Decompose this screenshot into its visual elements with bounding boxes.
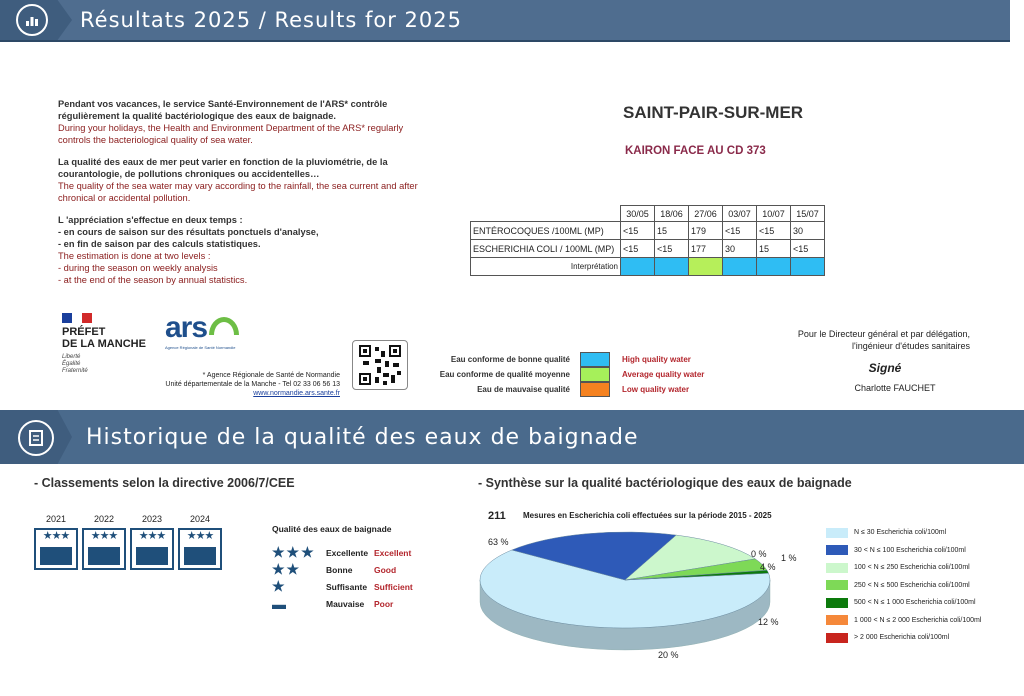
pie-legend-row [826, 542, 981, 560]
date-cell: 27/06 [689, 206, 723, 222]
star-icon: ★★★ [272, 544, 316, 560]
interpretation-cell [655, 258, 689, 276]
intro-p1-en: During your holidays, the Health and Environment Department of the ARS* regularly controls the bacteriological quality of sea water. [58, 123, 404, 145]
devise-3: Fraternité [62, 368, 88, 374]
devise-2: Égalité [62, 361, 81, 367]
date-cell: 15/07 [791, 206, 825, 222]
table-header-row [471, 206, 825, 222]
signature-line1: Pour le Directeur général et par délégation, [797, 329, 970, 339]
pie-legend-row [826, 577, 981, 595]
synthese-title: - Synthèse sur la qualité bactériologique des eaux de baignade [478, 476, 852, 490]
legend-row [430, 382, 704, 397]
table-cell: 177 [689, 240, 723, 258]
pie-chart [470, 520, 810, 670]
excellent-badge-icon [178, 528, 222, 570]
legend-en: Good [374, 564, 397, 575]
qr-code-icon[interactable] [352, 340, 408, 390]
results-title: Résultats 2025 / Results for 2025 [80, 8, 462, 32]
legend-swatch [826, 563, 848, 573]
legend-en: High quality water [622, 355, 691, 364]
legend-row [272, 595, 413, 612]
legend-fr: Eau de mauvaise qualité [477, 385, 570, 394]
table-cell: <15 [723, 222, 757, 240]
year-label: 2024 [189, 514, 211, 524]
excellent-badge-icon [130, 528, 174, 570]
excellent-badge-icon [82, 528, 126, 570]
row-label: ENTÉROCOQUES /100ML (MP) [471, 222, 621, 240]
pie-legend-row [826, 594, 981, 612]
table-cell: <15 [655, 240, 689, 258]
star-icon: ★★ [272, 561, 302, 577]
pie-legend-label: N ≤ 30 Escherichia coli/100ml [854, 529, 947, 537]
year-col [178, 514, 222, 570]
intro-p1-fr: Pendant vos vacances, le service Santé-Environnement de l'ARS* contrôle régulièrement la qualité bactériologique des eaux de baignade. [58, 99, 388, 121]
pie-legend-label: 250 < N ≤ 500 Escherichia coli/100ml [854, 581, 970, 589]
prefet-line2: DE LA MANCHE [62, 338, 146, 350]
interpretation-label: Interprétation [471, 258, 621, 276]
french-flag-icon [62, 313, 92, 323]
intro-p3-en-3: - at the end of the season by annual statistics. [58, 275, 248, 285]
pie-legend-row [826, 629, 981, 647]
year-label: 2023 [141, 514, 163, 524]
swimmer-icon [88, 547, 120, 565]
year-label: 2022 [93, 514, 115, 524]
pie-legend-row [826, 559, 981, 577]
site-name: SAINT-PAIR-SUR-MER [623, 103, 804, 122]
table-row [471, 222, 825, 240]
year-col [82, 514, 126, 570]
beach-name: KAIRON FACE AU CD 373 [625, 145, 766, 157]
legend-fr: Excellente [326, 547, 369, 558]
results-table [470, 205, 825, 276]
legend-fr: Bonne [326, 564, 353, 575]
table-cell: 30 [723, 240, 757, 258]
badge-stars: ★★★ [90, 530, 118, 542]
intro-p3-en-2: - during the season on weekly analysis [58, 263, 218, 273]
table-cell: <15 [621, 222, 655, 240]
year-col [34, 514, 78, 570]
legend-swatch [826, 615, 848, 625]
intro-p3-en-1: The estimation is done at two levels : [58, 251, 211, 261]
row-label: ESCHERICHIA COLI / 100ML (MP) [471, 240, 621, 258]
pie-legend-label: 30 < N ≤ 100 Escherichia coli/100ml [854, 546, 966, 554]
year-col [130, 514, 174, 570]
legend-en: Poor [374, 598, 394, 609]
legend-row [430, 352, 704, 367]
legend-swatch [826, 633, 848, 643]
bar-chart-icon [16, 4, 48, 36]
pie-legend-label: 100 < N ≤ 250 Escherichia coli/100ml [854, 564, 970, 572]
legend-en: Excellent [374, 547, 412, 558]
quality-legend [430, 352, 704, 397]
ars-address-2: Unité départementale de la Manche - Tel 02 33 06 56 13 [165, 381, 340, 388]
intro-p2-fr: La qualité des eaux de mer peut varier en fonction de la pluviométrie, de la courantologie, de pollutions chroniques ou accidentelles… [58, 157, 388, 179]
pie-value-label: 63 % [488, 537, 509, 547]
intro-p3-fr-2: - en cours de saison sur des résultats ponctuels d'analyse, [58, 227, 319, 237]
ars-address-1: * Agence Régionale de Santé de Normandie [202, 372, 340, 379]
signature-line2: l'ingénieur d'études sanitaires [851, 341, 970, 351]
dash-icon: ▬ [272, 595, 288, 612]
interpretation-cell [757, 258, 791, 276]
legend-swatch [826, 598, 848, 608]
legend-en: Low quality water [622, 385, 690, 394]
date-cell: 18/06 [655, 206, 689, 222]
pie-legend [826, 524, 981, 647]
swimmer-icon [40, 547, 72, 565]
table-cell: <15 [791, 240, 825, 258]
table-cell: 15 [655, 222, 689, 240]
legend-en: Sufficient [374, 581, 413, 592]
results-banner [0, 0, 1010, 42]
yearly-classification [34, 514, 222, 570]
interpretation-cell [723, 258, 757, 276]
table-cell: <15 [757, 222, 791, 240]
pie-value-label: 0 % [751, 549, 767, 559]
legend-swatch [580, 352, 610, 367]
table-cell: 15 [757, 240, 791, 258]
interpretation-cell [689, 258, 723, 276]
table-cell: <15 [621, 240, 655, 258]
classification-legend-title: Qualité des eaux de baignade [272, 524, 392, 534]
pie-value-label: 20 % [658, 650, 679, 660]
badge-stars: ★★★ [186, 530, 214, 542]
classification-legend [272, 524, 413, 612]
pie-legend-label: > 2 000 Escherichia coli/100ml [854, 634, 950, 642]
pie-legend-row [826, 524, 981, 542]
pie-chart-title: Mesures en Escherichia coli effectuées sur la période 2015 - 2025 [523, 511, 772, 520]
legend-swatch [826, 580, 848, 590]
star-icon: ★ [272, 578, 287, 594]
table-cell: 30 [791, 222, 825, 240]
pie-value-label: 4 % [760, 562, 776, 572]
pie-legend-row [826, 612, 981, 630]
ars-logo-sub: Agence Régionale de Santé Normandie [165, 345, 236, 350]
badge-stars: ★★★ [138, 530, 166, 542]
interpretation-cell [621, 258, 655, 276]
table-row [471, 240, 825, 258]
ars-logo [165, 311, 245, 355]
ars-website-link[interactable]: www.normandie.ars.sante.fr [253, 390, 340, 397]
pie-legend-label: 1 000 < N ≤ 2 000 Escherichia coli/100ml [854, 616, 982, 624]
pie-value-label: 1 % [781, 553, 797, 563]
legend-swatch [826, 528, 848, 538]
legend-fr: Eau conforme de bonne qualité [450, 355, 570, 364]
legend-fr: Eau conforme de qualité moyenne [439, 370, 570, 379]
swimmer-icon [136, 547, 168, 565]
legend-fr: Mauvaise [326, 598, 365, 609]
ars-address [150, 371, 340, 398]
pie-value-label: 12 % [758, 617, 779, 627]
date-cell: 10/07 [757, 206, 791, 222]
legend-row [272, 561, 413, 578]
signature-name: Charlotte FAUCHET [854, 383, 936, 393]
intro-text [58, 98, 418, 286]
badge-stars: ★★★ [42, 530, 70, 542]
table-cell: 179 [689, 222, 723, 240]
legend-swatch [580, 367, 610, 382]
swimmer-icon [184, 547, 216, 565]
interpretation-cell [791, 258, 825, 276]
intro-p3-fr-1: L 'appréciation s'effectue en deux temps : [58, 215, 243, 225]
signature-signe: Signé [868, 361, 902, 375]
devise-1: Liberté [62, 354, 81, 360]
pie-legend-label: 500 < N ≤ 1 000 Escherichia coli/100ml [854, 599, 976, 607]
interpretation-row [471, 258, 825, 276]
measure-count: 211 [488, 510, 506, 522]
legend-row [430, 367, 704, 382]
date-cell: 03/07 [723, 206, 757, 222]
intro-p3-fr-3: - en fin de saison par des calculs statistiques. [58, 239, 261, 249]
excellent-badge-icon [34, 528, 78, 570]
legend-fr: Suffisante [326, 581, 368, 592]
classement-title: - Classements selon la directive 2006/7/CEE [34, 476, 295, 490]
year-label: 2021 [45, 514, 67, 524]
legend-row [272, 544, 413, 561]
history-banner [0, 410, 1024, 464]
legend-row [272, 578, 413, 595]
history-title: Historique de la qualité des eaux de baignade [86, 424, 639, 450]
intro-p2-en: The quality of the sea water may vary according to the rainfall, the sea current and after chronical or accidental pollution. [58, 181, 418, 203]
prefet-line1: PRÉFET [62, 326, 106, 338]
signature-block [760, 328, 970, 394]
ars-logo-text: ars [165, 311, 208, 344]
legend-en: Average quality water [622, 370, 705, 379]
document-icon [18, 420, 54, 456]
prefet-logo [62, 313, 146, 375]
date-cell: 30/05 [621, 206, 655, 222]
legend-swatch [826, 545, 848, 555]
legend-swatch [580, 382, 610, 397]
